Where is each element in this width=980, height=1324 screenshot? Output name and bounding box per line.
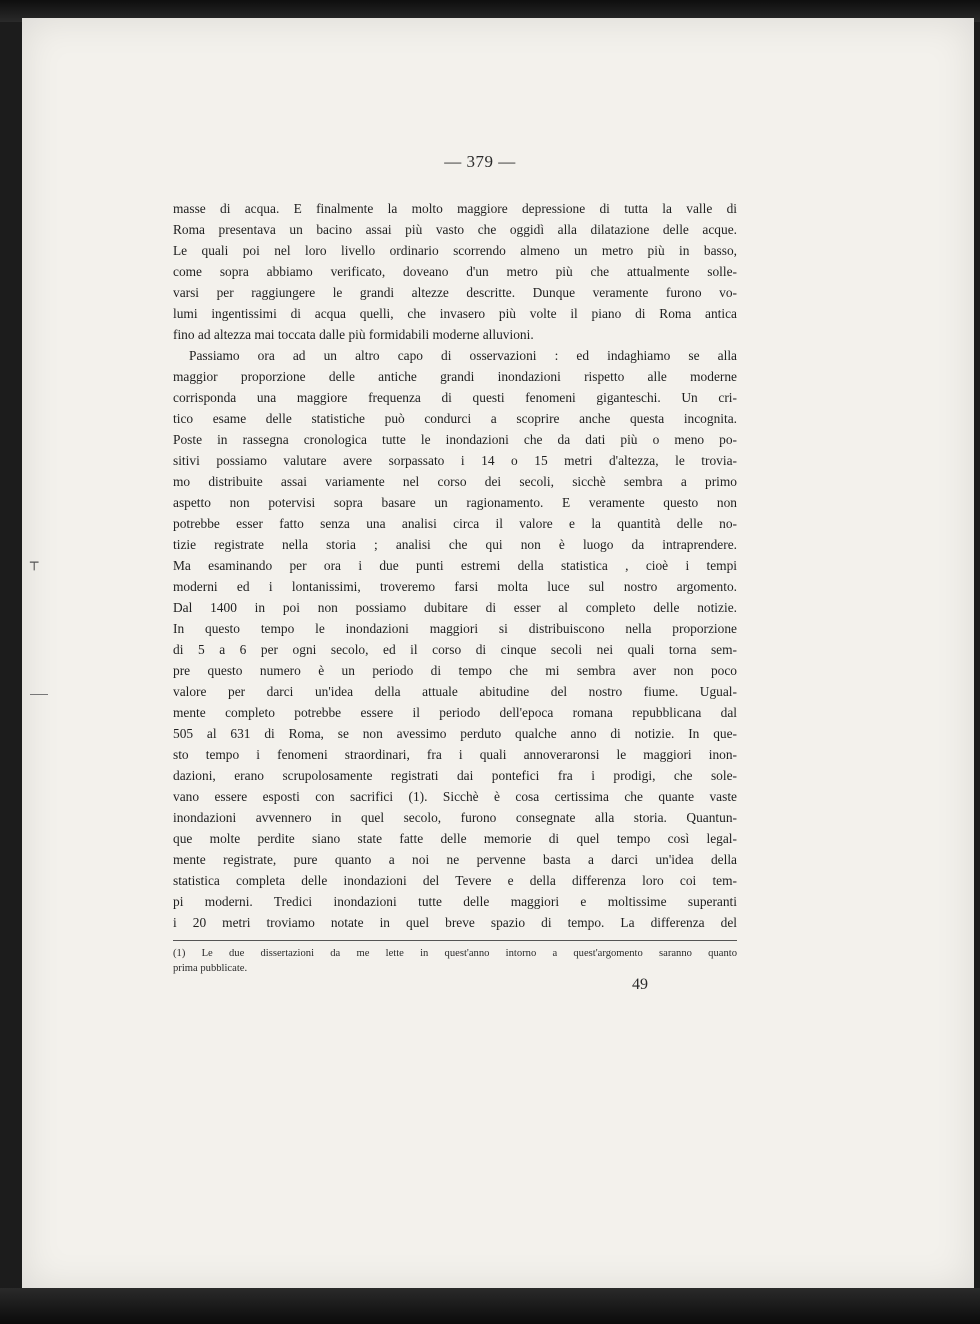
text-line: que molte perdite siano state fatte delle memorie di quel tempo così legal- (173, 831, 737, 846)
text-line: Passiamo ora ad un altro capo di osservazioni : ed indaghiamo se alla (189, 348, 737, 363)
text-line: In questo tempo le inondazioni maggiori si distribuiscono nella proporzione (173, 621, 737, 636)
text-line: mente completo potrebbe essere il periodo dell'epoca romana repubblicana dal (173, 705, 737, 720)
text-line: corrisponda una maggiore frequenza di questi fenomeni giganteschi. Un cri- (173, 390, 737, 405)
margin-mark: ┬ (30, 555, 39, 571)
text-line: 505 al 631 di Roma, se non avessimo perduto qualche anno di notizie. In que- (173, 726, 737, 741)
text-line: come sopra abbiamo verificato, doveano d'un metro più che attualmente solle- (173, 264, 737, 279)
text-line: Le quali poi nel loro livello ordinario scorrendo almeno un metro più in basso, (173, 243, 737, 258)
scan-border-bottom (0, 1288, 980, 1324)
text-line: mente registrate, pure quanto a noi ne pervenne basta a darci un'idea della (173, 852, 737, 867)
text-line: Roma presentava un bacino assai più vasto che oggidì alla dilatazione delle acque. (173, 222, 737, 237)
text-line: vano essere esposti con sacrifici (1). Sicchè è cosa certissima che quante vaste (173, 789, 737, 804)
text-line: mo distribuite assai variamente nel corso dei secoli, sicchè sembra a primo (173, 474, 737, 489)
text-line: di 5 a 6 per ogni secolo, ed il corso di cinque secoli nei quali torna sem- (173, 642, 737, 657)
footnote-rule (173, 940, 737, 941)
footnote-line: prima pubblicate. (173, 963, 248, 974)
text-line: statistica completa delle inondazioni del Tevere e della differenza loro coi tem- (173, 873, 737, 888)
paragraph-2 (173, 345, 737, 933)
text-line: varsi per raggiungere le grandi altezze descritte. Dunque veramente furono vo- (173, 285, 737, 300)
text-line: tizie registrate nella storia ; analisi che qui non è luogo da intraprendere. (173, 537, 737, 552)
footnote-line: (1) Le due dissertazioni da me lette in quest'anno intorno a quest'argomento saranno quanto (173, 948, 737, 959)
text-line: Poste in rassegna cronologica tutte le inondazioni che da dati più o meno po- (173, 432, 737, 447)
text-line: i 20 metri troviamo notate in quel breve spazio di tempo. La differenza del (173, 915, 737, 930)
text-line: sto tempo i fenomeni straordinari, fra i quali annoveraronsi le maggiori inon- (173, 747, 737, 762)
text-line: pre questo numero è un periodo di tempo che mi sembra aver non poco (173, 663, 737, 678)
text-line: pi moderni. Tredici inondazioni tutte delle maggiori e moltissime superanti (173, 894, 737, 909)
text-line: moderni ed i lontanissimi, troveremo farsi molta luce sul nostro argomento. (173, 579, 737, 594)
text-line: Ma esaminando per ora i due punti estremi della statistica , cioè i tempi (173, 558, 737, 573)
text-line: sitivi possiamo valutare avere sorpassato i 14 o 15 metri d'altezza, le trovia- (173, 453, 737, 468)
footnote (173, 946, 737, 976)
text-line: dazioni, erano scrupolosamente registrati dai pontefici fra i prodigi, che sole- (173, 768, 737, 783)
page-header: — 379 — (444, 152, 516, 171)
text-line: inondazioni avvennero in quel secolo, furono consegnate alla storia. Quantun- (173, 810, 737, 825)
text-line: fino ad altezza mai toccata dalle più formidabili moderne alluvioni. (173, 327, 534, 342)
text-line: valore per darci un'idea della attuale abitudine del nostro fiume. Ugual- (173, 684, 737, 699)
margin-tick (30, 694, 48, 695)
text-line: maggior proporzione delle antiche grandi inondazioni rispetto alle moderne (173, 369, 737, 384)
body-text (173, 198, 737, 933)
text-line: lumi ingentissimi di acqua quelli, che invasero più volte il piano di Roma antica (173, 306, 737, 321)
signature-mark: 49 (632, 976, 648, 993)
text-line: Dal 1400 in poi non possiamo dubitare di esser al completo delle notizie. (173, 600, 737, 615)
text-line: potrebbe esser fatto senza una analisi circa il valore e la quantità delle no- (173, 516, 737, 531)
text-line: masse di acqua. E finalmente la molto maggiore depressione di tutta la valle di (173, 201, 737, 216)
text-line: tico esame delle statistiche può condurci a scoprire anche questa incognita. (173, 411, 737, 426)
paragraph-1 (173, 198, 737, 345)
text-line: aspetto non potervisi sopra basare un ragionamento. E veramente questo non (173, 495, 737, 510)
